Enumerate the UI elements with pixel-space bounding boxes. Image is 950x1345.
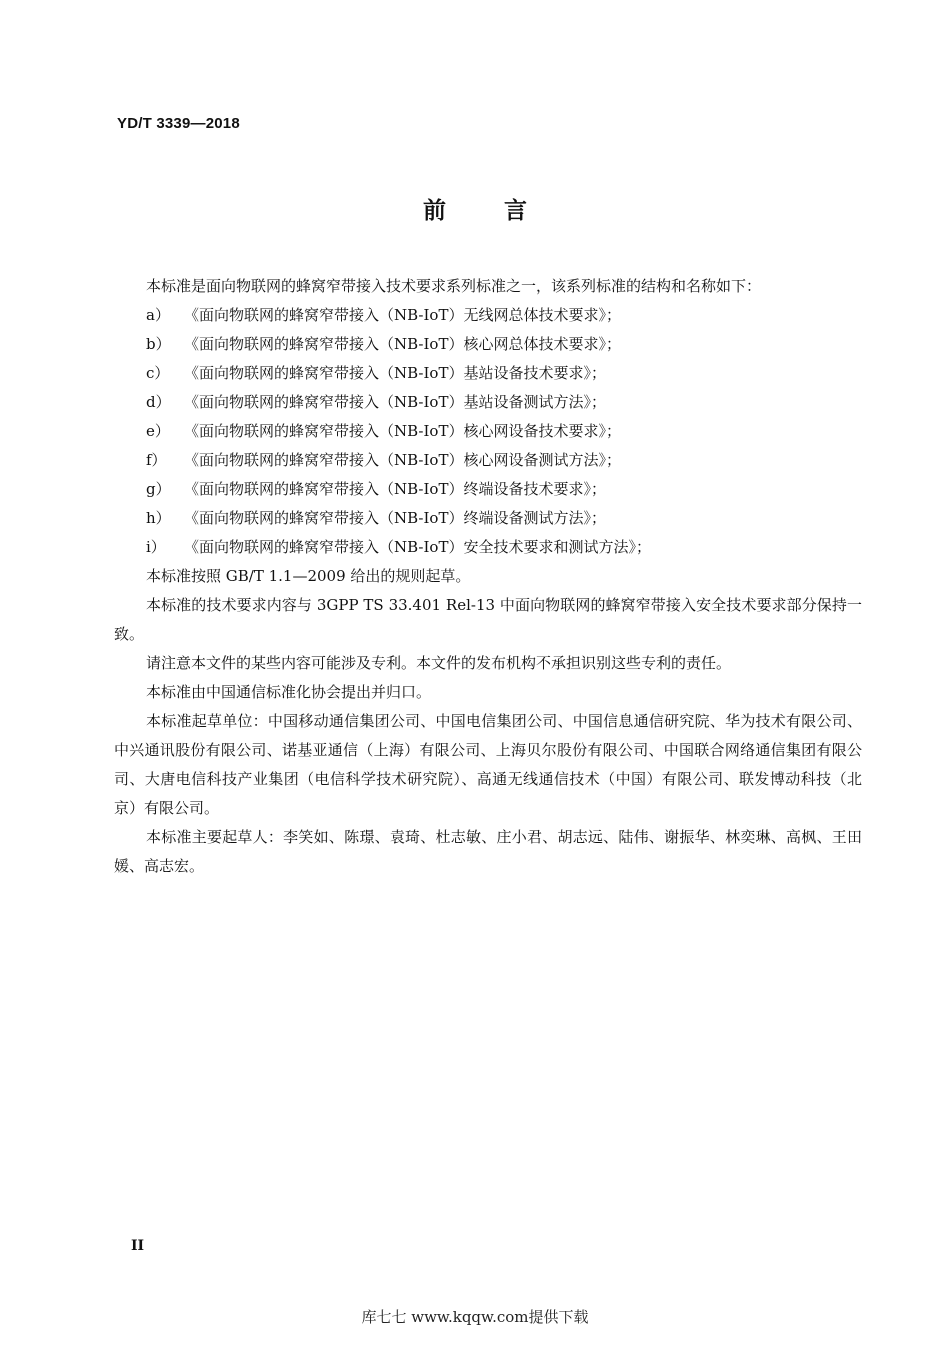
list-item-mark: a） xyxy=(146,306,170,324)
list-item xyxy=(114,446,862,475)
list-item-text: 《面向物联网的蜂窝窄带接入（NB-IoT）终端设备技术要求》； xyxy=(184,480,606,498)
list-item-mark: d） xyxy=(146,393,171,411)
list-item-mark: f） xyxy=(146,451,167,469)
list-item xyxy=(114,359,862,388)
drafters-paragraph: 本标准主要起草人：李笑如、陈璟、袁琦、杜志敏、庄小君、胡志远、陆伟、谢振华、林奕琳、高枫、王田媛、高志宏。 xyxy=(114,828,862,875)
list-item-text: 《面向物联网的蜂窝窄带接入（NB-IoT）无线网总体技术要求》； xyxy=(184,306,621,324)
list-item-mark: h） xyxy=(146,509,171,527)
list-item xyxy=(114,330,862,359)
list-item-text: 《面向物联网的蜂窝窄带接入（NB-IoT）核心网设备测试方法》； xyxy=(184,451,621,469)
page-title: 前言 xyxy=(423,198,585,224)
drafting-units-paragraph: 本标准起草单位：中国移动通信集团公司、中国电信集团公司、中国信息通信研究院、华为技术有限公司、中兴通讯股份有限公司、诺基亚通信（上海）有限公司、上海贝尔股份有限公司、中国联合网络通信集团有限公司、大唐电信科技产业集团（电信科学技术研究院）、高通无线通信技术（中国）有限公司、联发博动科技（北京）有限公司。 xyxy=(114,712,862,817)
list-item-text: 《面向物联网的蜂窝窄带接入（NB-IoT）核心网总体技术要求》； xyxy=(184,335,621,353)
list-item xyxy=(114,388,862,417)
list-item xyxy=(114,417,862,446)
list-item-mark: e） xyxy=(146,422,170,440)
page-number: II xyxy=(131,1238,145,1254)
list-item-mark: c） xyxy=(146,364,170,382)
list-item-mark: b） xyxy=(146,335,171,353)
list-item-mark: g） xyxy=(146,480,171,498)
list-item xyxy=(114,301,862,330)
list-item-mark: i） xyxy=(146,538,166,556)
list-item-text: 《面向物联网的蜂窝窄带接入（NB-IoT）基站设备技术要求》； xyxy=(184,364,606,382)
list-item xyxy=(114,475,862,504)
list-item-text: 《面向物联网的蜂窝窄带接入（NB-IoT）核心网设备技术要求》； xyxy=(184,422,621,440)
patent-notice-paragraph: 请注意本文件的某些内容可能涉及专利。本文件的发布机构不承担识别这些专利的责任。 xyxy=(146,654,732,672)
drafting-rules-paragraph: 本标准按照 GB/T 1.1—2009 给出的规则起草。 xyxy=(146,567,471,585)
list-item-text: 《面向物联网的蜂窝窄带接入（NB-IoT）安全技术要求和测试方法》； xyxy=(184,538,651,556)
list-item-text: 《面向物联网的蜂窝窄带接入（NB-IoT）终端设备测试方法》； xyxy=(184,509,606,527)
series-list xyxy=(114,301,862,562)
consistency-paragraph: 本标准的技术要求内容与 3GPP TS 33.401 Rel-13 中面向物联网的蜂窝窄带接入安全技术要求部分保持一致。 xyxy=(114,596,862,643)
list-item xyxy=(114,504,862,533)
download-watermark: 库七七 www.kqqw.com提供下载 xyxy=(361,1308,589,1326)
list-item xyxy=(114,533,862,562)
standard-code: YD/T 3339—2018 xyxy=(117,115,240,132)
intro-paragraph: 本标准是面向物联网的蜂窝窄带接入技术要求系列标准之一，该系列标准的结构和名称如下： xyxy=(146,277,762,295)
foreword-body xyxy=(114,272,862,881)
list-item-text: 《面向物联网的蜂窝窄带接入（NB-IoT）基站设备测试方法》； xyxy=(184,393,606,411)
proposer-paragraph: 本标准由中国通信标准化协会提出并归口。 xyxy=(146,683,432,701)
